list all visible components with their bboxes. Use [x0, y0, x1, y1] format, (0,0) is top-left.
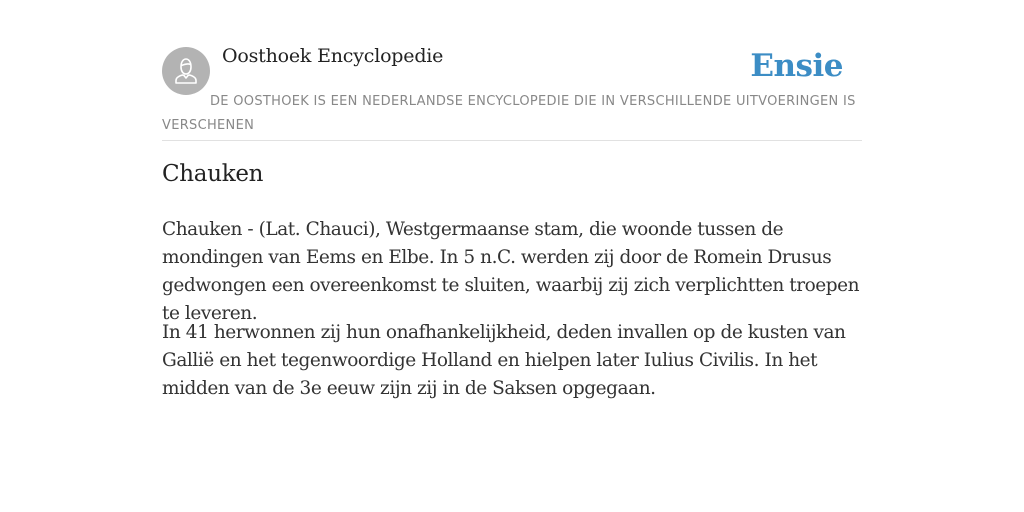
content-container	[162, 0, 862, 399]
entry-paragraph-2: In 41 herwonnen zij hun onafhankelijkheid, deden invallen op de kusten van Gallië en het tegenwoordige Holland en hielpen later Iulius Civilis. In het midden van de 3e eeuw zijn zij in de Saksen opgegaan.	[162, 322, 846, 399]
source-header	[162, 0, 862, 141]
entry-title: Chauken	[162, 161, 264, 187]
ensie-logo[interactable]: Ensie	[750, 48, 843, 84]
source-description: DE OOSTHOEK IS EEN NEDERLANDSE ENCYCLOPEDIE DIE IN VERSCHILLENDE UITVOERINGEN IS VERSCHENEN	[162, 94, 856, 133]
entry-paragraph-1: Chauken - (Lat. Chauci), Westgermaanse stam, die woonde tussen de mondingen van Eems en Elbe. In 5 n.C. werden zij door de Romein Drusus gedwongen een overeenkomst te sluiten, waarbij zij zich verplichtten troepen te leveren.	[162, 219, 860, 324]
source-title[interactable]: Oosthoek Encyclopedie	[222, 45, 444, 67]
user-avatar-icon[interactable]	[162, 47, 210, 95]
avatar-silhouette	[162, 47, 210, 95]
